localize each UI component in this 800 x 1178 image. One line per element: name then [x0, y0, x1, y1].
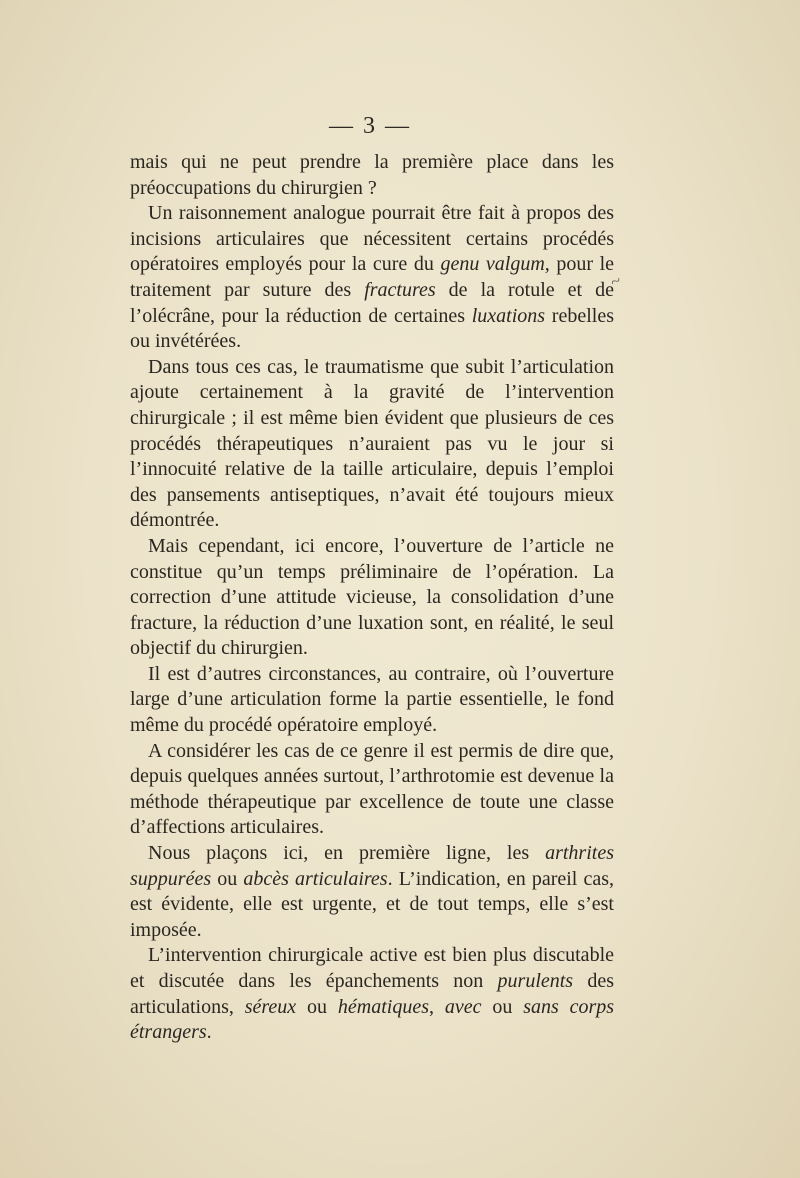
paragraph — [130, 943, 614, 1045]
text-run: Il est d’autres circonstances, au contraire, où l’ouverture large d’une articulation forme la partie essentielle, le fond même du procédé opératoire employé. — [130, 662, 614, 737]
text-run: . — [206, 1021, 212, 1044]
italic-term: avec — [444, 995, 482, 1018]
italic-term: purulents — [497, 970, 574, 992]
text-run: ou — [296, 995, 338, 1018]
text-run: Mais cependant, ici encore, l’ouverture de l’article ne constitue qu’un temps préliminaire de l’opération. La correction d’une attitude vicieuse, la consolidation d’une fracture, la réduction d’une luxation sont, en réalité, le seul objectif du chirurgien. — [130, 534, 614, 660]
text-run: ou — [481, 995, 524, 1018]
page-number: — 3 — — [329, 113, 411, 139]
text-run: Un raisonnement analogue pourrait être fait à propos des incisions articulaires que nécessitent certains procédés opératoires employés pour la cure du — [130, 202, 614, 276]
body-text — [130, 150, 614, 1046]
text-run: L’intervention chirurgicale active est bien plus discutable et discutée dans les épanchements non — [130, 944, 614, 992]
text-run: , — [428, 995, 445, 1018]
text-run: Dans tous ces cas, le traumatisme que subit l’articulation ajoute certainement à la gravité de l’intervention chirurgicale ; il est même bien évident que plusieurs de ces procédés thérapeutiques n’auraient pas vu le jour si l’innocuité relative de la taille articulaire, depuis l’emploi des pansements antiseptiques, n’avait été toujours mieux démontrée. — [130, 355, 614, 532]
text-run: de la rotule et de l’olécrâne, pour la réduction de certaines — [130, 278, 614, 327]
italic-term: séreux — [244, 995, 297, 1018]
text-run: ou — [211, 867, 244, 890]
text-run: , pour le traitement par suture des — [130, 253, 614, 301]
paragraph — [130, 739, 614, 841]
text-run: . L’indication, en pareil cas, est évidente, elle est urgente, et de tout temps, elle s’est imposée. — [130, 867, 615, 941]
text-run: mais qui ne peut prendre la première place dans les préoccupations du chirurgien ? — [130, 151, 614, 199]
text-run: A considérer les cas de ce genre il est permis de dire que, depuis quelques années surtout, l’arthrotomie est devenue la méthode thérapeutique par excellence de toute une classe d’affections articulaires. — [130, 739, 614, 839]
italic-term: genu valgum — [440, 253, 545, 276]
italic-term: luxations — [471, 304, 546, 327]
paragraph — [130, 150, 614, 201]
italic-term: fractures — [364, 278, 436, 301]
text-run: rebelles ou invétérées. — [130, 304, 614, 353]
text-run: Nous plaçons ici, en première ligne, les — [148, 842, 546, 865]
paragraph — [130, 534, 614, 662]
italic-term: abcès articulaires — [243, 867, 388, 890]
italic-term: hématiques — [337, 995, 429, 1018]
text-run: des articulations, — [130, 970, 614, 1018]
paragraph — [130, 355, 614, 534]
paragraph — [130, 841, 614, 943]
italic-term: sans corps étrangers — [130, 995, 615, 1044]
italic-term: arthrites suppurées — [130, 842, 614, 890]
margin-annotation-mark: ~ — [607, 269, 625, 293]
paragraph — [130, 662, 614, 739]
paragraph — [130, 201, 614, 355]
